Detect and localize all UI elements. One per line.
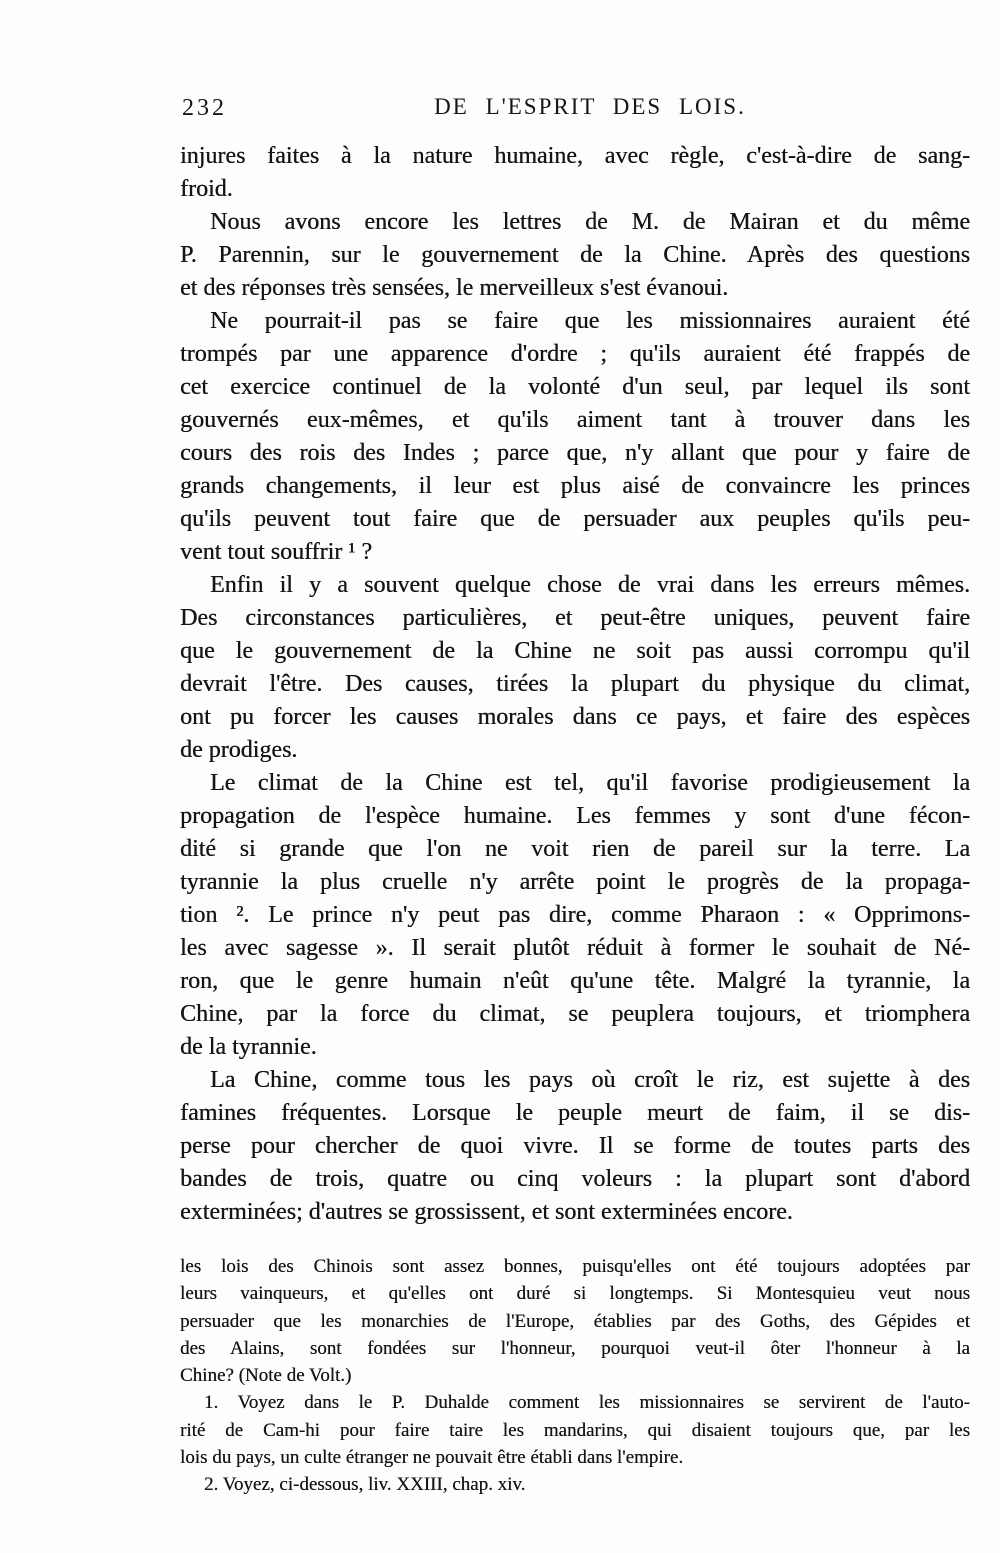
text-line: devrait l'être. Des causes, tirées la plupart du physique du climat, bbox=[180, 671, 970, 697]
text-line: 1. Voyez dans le P. Duhalde comment les missionnaires se servirent de l'auto- bbox=[204, 1392, 970, 1414]
text-line: froid. bbox=[180, 176, 233, 202]
text-line: de la tyrannie. bbox=[180, 1034, 317, 1060]
text-line: P. Parennin, sur le gouvernement de la Chine. Après des questions bbox=[180, 242, 970, 268]
text-line: cet exercice continuel de la volonté d'un seul, par lequel ils sont bbox=[180, 374, 970, 400]
text-line: qu'ils peuvent tout faire que de persuader aux peuples qu'ils peu- bbox=[180, 506, 970, 532]
text-line: perse pour chercher de quoi vivre. Il se forme de toutes parts des bbox=[180, 1133, 970, 1159]
text-line: 2. Voyez, ci-dessous, liv. XXIII, chap. xiv. bbox=[204, 1474, 526, 1496]
text-line: tyrannie la plus cruelle n'y arrête point le progrès de la propaga- bbox=[180, 869, 970, 895]
text-line: vent tout souffrir ¹ ? bbox=[180, 539, 373, 565]
text-column bbox=[180, 94, 970, 1499]
text-line: bandes de trois, quatre ou cinq voleurs : la plupart sont d'abord bbox=[180, 1166, 970, 1192]
text-line: les avec sagesse ». Il serait plutôt réduit à former le souhait de Né- bbox=[180, 935, 970, 961]
text-line: ron, que le genre humain n'eût qu'une tête. Malgré la tyrannie, la bbox=[180, 968, 970, 994]
footnote bbox=[180, 1389, 970, 1471]
text-line: lois du pays, un culte étranger ne pouvait être établi dans l'empire. bbox=[180, 1447, 684, 1469]
text-line: injures faites à la nature humaine, avec règle, c'est-à-dire de sang- bbox=[180, 143, 970, 169]
text-line: Le climat de la Chine est tel, qu'il favorise prodigieusement la bbox=[210, 770, 970, 796]
text-line: La Chine, comme tous les pays où croît le riz, est sujette à des bbox=[210, 1067, 970, 1093]
text-line: famines fréquentes. Lorsque le peuple meurt de faim, il se dis- bbox=[180, 1100, 970, 1126]
page-header bbox=[180, 94, 970, 124]
paragraph bbox=[180, 206, 970, 305]
footnote bbox=[180, 1471, 970, 1498]
text-line: exterminées; d'autres se grossissent, et sont exterminées encore. bbox=[180, 1199, 793, 1225]
text-line: propagation de l'espèce humaine. Les femmes y sont d'une fécon- bbox=[180, 803, 970, 829]
paragraph bbox=[180, 140, 970, 206]
running-header-title: DE L'ESPRIT DES LOIS. bbox=[434, 94, 746, 119]
text-line: tion ². Le prince n'y peut pas dire, comme Pharaon : « Opprimons- bbox=[180, 902, 970, 928]
text-line: trompés par une apparence d'ordre ; qu'ils auraient été frappés de bbox=[180, 341, 970, 367]
footnote bbox=[180, 1253, 970, 1389]
paragraph bbox=[180, 305, 970, 569]
text-line: Chine, par la force du climat, se peuplera toujours, et triomphera bbox=[180, 1001, 970, 1027]
text-line: Enfin il y a souvent quelque chose de vrai dans les erreurs mêmes. bbox=[210, 572, 970, 598]
text-line: dité si grande que l'on ne voit rien de pareil sur la terre. La bbox=[180, 836, 970, 862]
text-line: cours des rois des Indes ; parce que, n'y allant que pour y faire de bbox=[180, 440, 970, 466]
page-number: 232 bbox=[182, 95, 227, 121]
text-line: Nous avons encore les lettres de M. de Mairan et du même bbox=[210, 209, 970, 235]
paragraph bbox=[180, 1064, 970, 1229]
text-line: ont pu forcer les causes morales dans ce pays, et faire des espèces bbox=[180, 704, 970, 730]
text-line: et des réponses très sensées, le merveilleux s'est évanoui. bbox=[180, 275, 729, 301]
text-line: rité de Cam-hi pour faire taire les mandarins, qui disaient toujours que, par les bbox=[180, 1419, 970, 1441]
footnotes bbox=[180, 1253, 970, 1499]
body-text bbox=[180, 140, 970, 1229]
text-line: que le gouvernement de la Chine ne soit pas aussi corrompu qu'il bbox=[180, 638, 970, 664]
text-line: persuader que les monarchies de l'Europe, établies par des Goths, des Gépides et bbox=[180, 1310, 970, 1332]
text-line: des Alains, sont fondées sur l'honneur, pourquoi veut-il ôter l'honneur à la bbox=[180, 1337, 970, 1359]
text-line: gouvernés eux-mêmes, et qu'ils aiment tant à trouver dans les bbox=[180, 407, 970, 433]
text-line: de prodiges. bbox=[180, 737, 298, 763]
text-line: les lois des Chinois sont assez bonnes, puisqu'elles ont été toujours adoptées par bbox=[180, 1256, 970, 1277]
text-line: leurs vainqueurs, et qu'elles ont duré si longtemps. Si Montesquieu veut nous bbox=[180, 1283, 970, 1305]
text-line: Des circonstances particulières, et peut-être uniques, peuvent faire bbox=[180, 605, 970, 631]
paragraph bbox=[180, 767, 970, 1064]
paragraph bbox=[180, 569, 970, 767]
text-line: grands changements, il leur est plus aisé de convaincre les princes bbox=[180, 473, 970, 499]
text-line: Chine? (Note de Volt.) bbox=[180, 1365, 352, 1387]
text-line: Ne pourrait-il pas se faire que les missionnaires auraient été bbox=[210, 308, 970, 334]
